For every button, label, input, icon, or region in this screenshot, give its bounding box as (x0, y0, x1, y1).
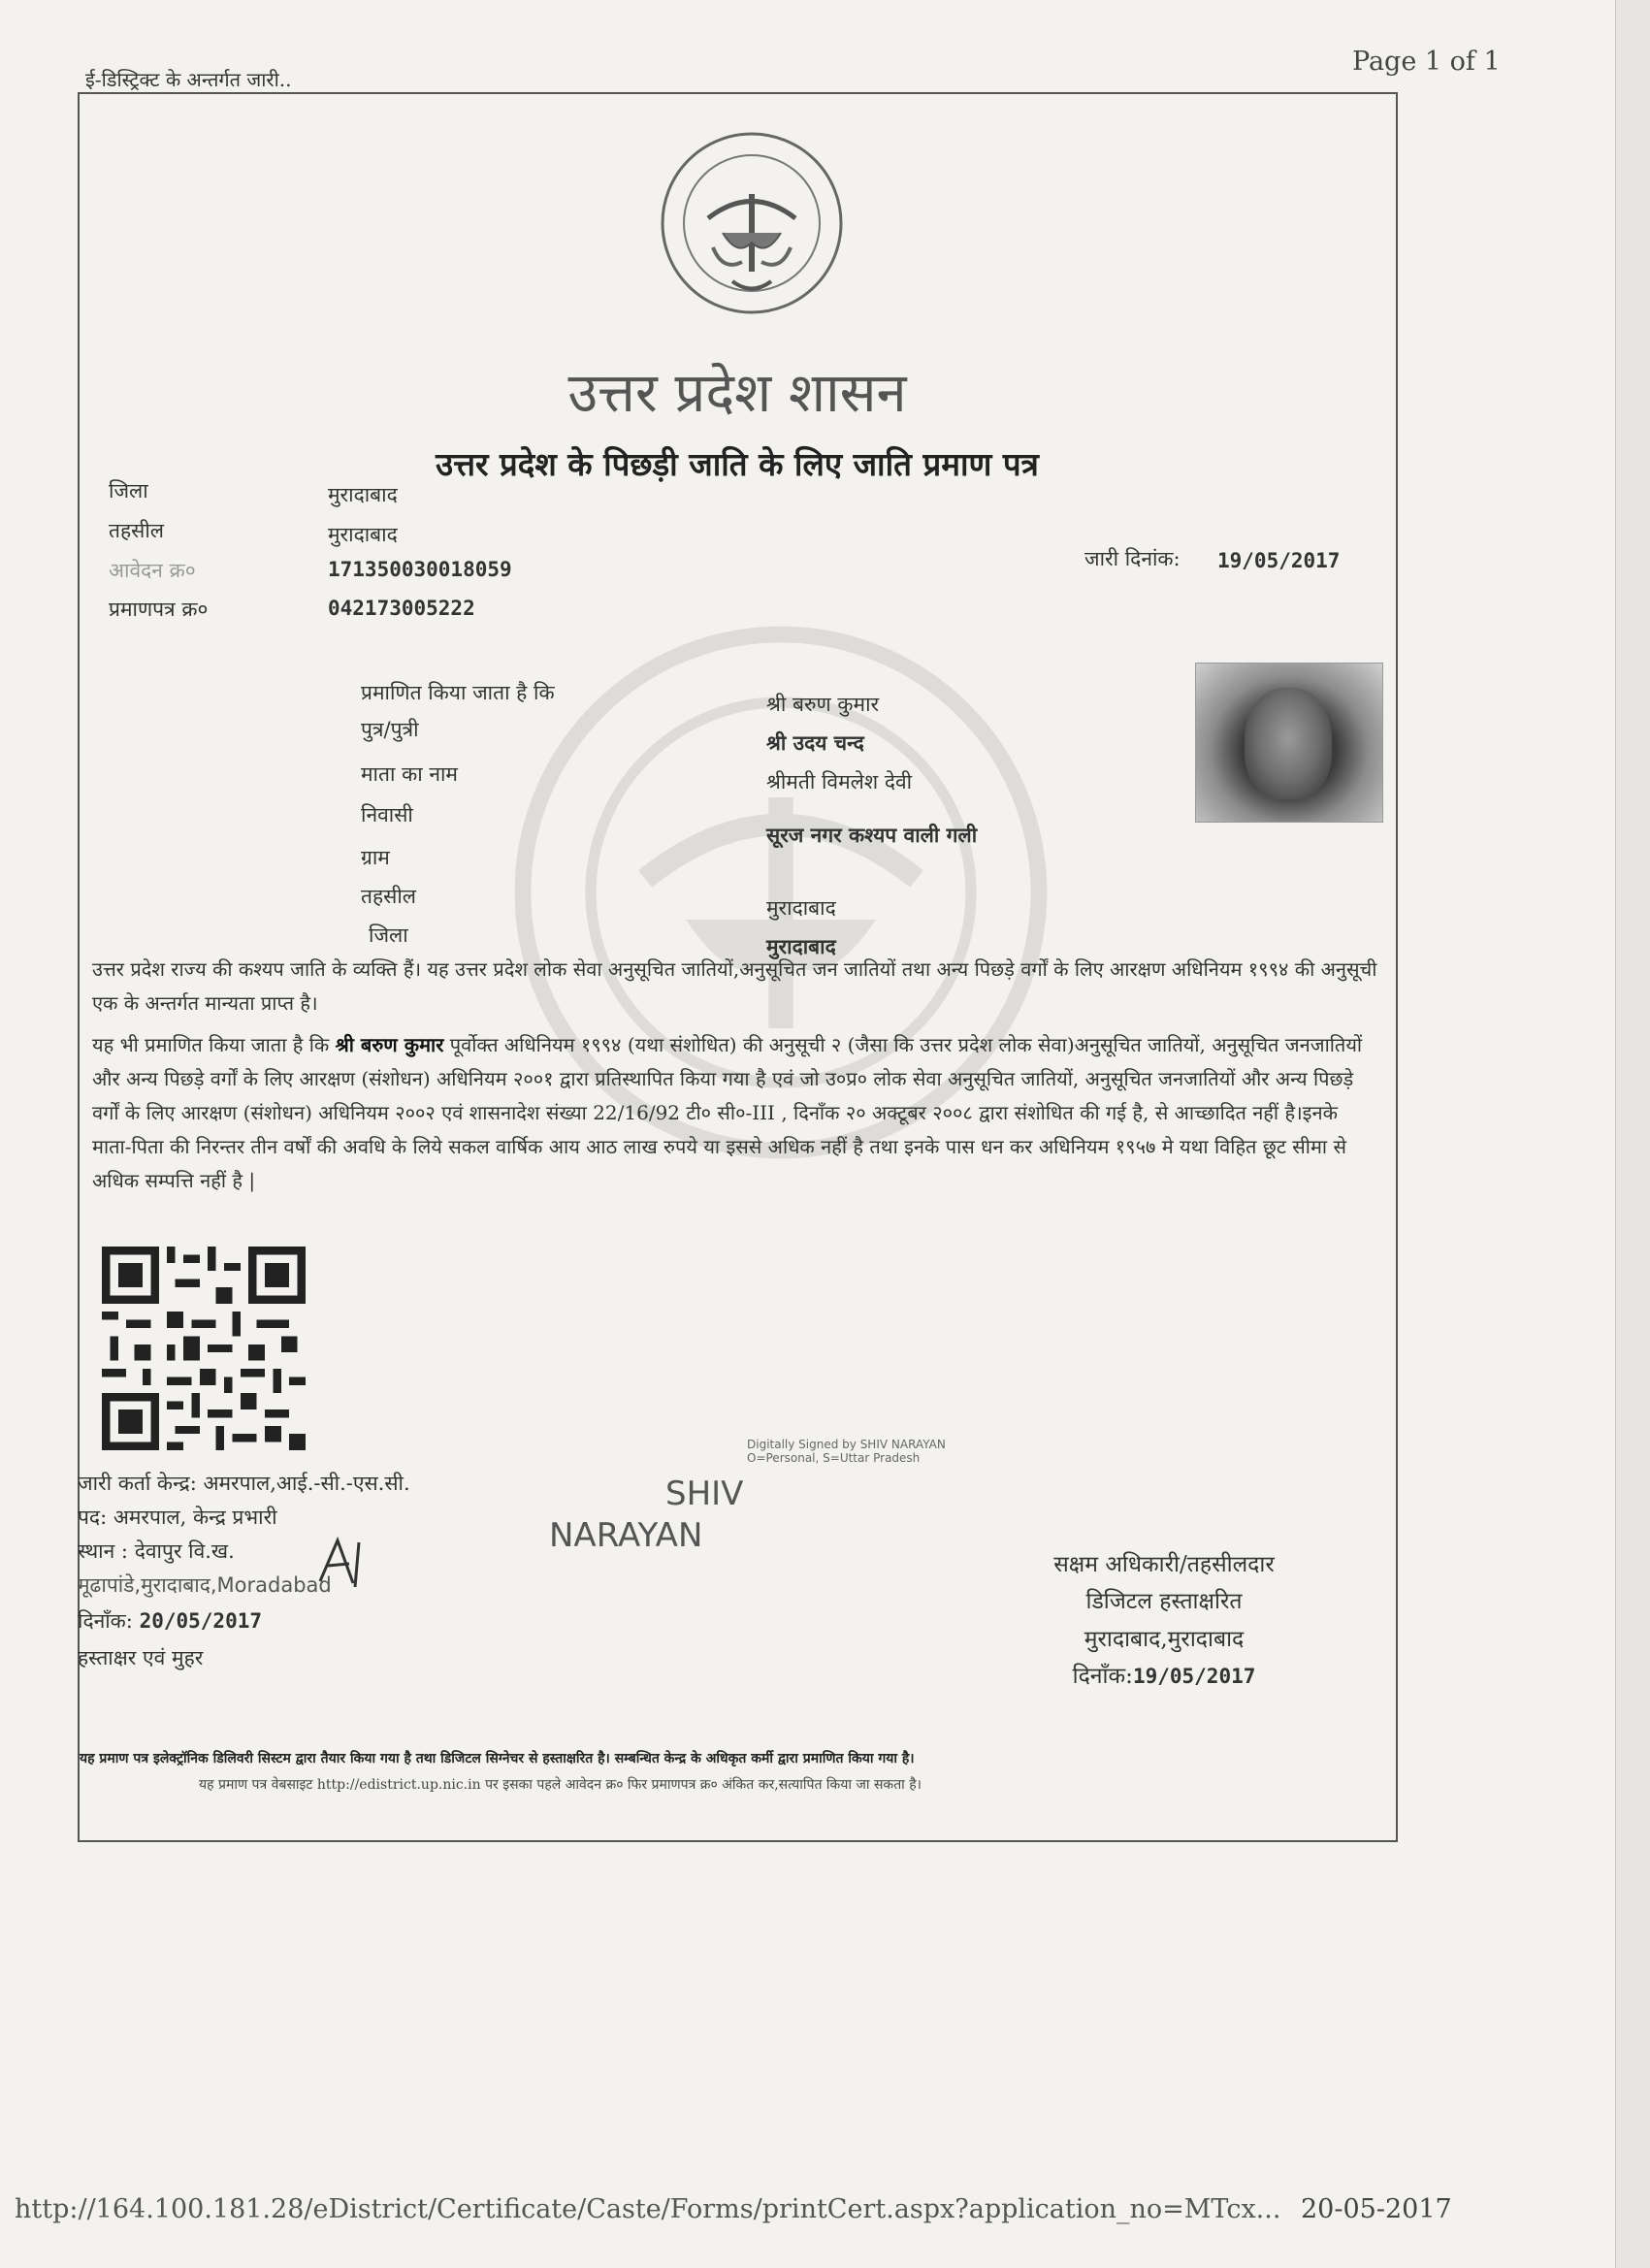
print-url: http://164.100.181.28/eDistrict/Certificate/Caste/Forms/printCert.aspx?application_no=MTcx... (15, 2194, 1281, 2224)
application-number-label: आवेदन क्र० (109, 559, 196, 582)
signature-name-1: SHIV (665, 1474, 744, 1513)
applicant-photo (1195, 663, 1383, 823)
issuer-place: स्थान : देवापुर वि.ख. (78, 1539, 235, 1563)
certificate-number-label: प्रमाणपत्र क्र० (109, 598, 209, 621)
officer-title: सक्षम अधिकारी/तहसीलदार (1053, 1552, 1275, 1577)
page-number: Page 1 of 1 (1352, 47, 1501, 77)
issuer-seal-text: हस्ताक्षर एवं मुहर (78, 1646, 204, 1669)
government-title: उत्तर प्रदेश शासन (567, 362, 907, 425)
resident-value: सूरज नगर कश्यप वाली गली (766, 823, 978, 847)
father-name-value: श्री उदय चन्द (766, 730, 864, 755)
details-tehsil-label: तहसील (361, 885, 416, 908)
officer-date-value: 19/05/2017 (1132, 1665, 1256, 1688)
body-paragraph-1: उत्तर प्रदेश राज्य की कश्यप जाति के व्यक्ति हैं। यह उत्तर प्रदेश लोक सेवा अनुसूचित जातियों,अनुसूचित जन जातियों तथा अन्य पिछड़े वर्गों के लिए आरक्षण अधिनियम १९९४ की अनुसूची एक के अन्तर्गत मान्यता प्राप्त है। (92, 957, 1377, 1015)
signature-details: Digitally Signed by SHIV NARAYAN O=Personal, S=Uttar Pradesh (747, 1438, 946, 1465)
signature-name-2: NARAYAN (549, 1516, 703, 1555)
details-district-label: जिला (369, 923, 408, 947)
meta-district-label: जिला (109, 479, 148, 502)
qr-code-icon (101, 1247, 307, 1450)
issuer-date-label: दिनाँक: (78, 1609, 133, 1633)
issuer-date (78, 1607, 262, 1635)
issuer-date-value: 20/05/2017 (139, 1609, 263, 1633)
state-emblem-icon (655, 126, 849, 320)
officer-digital-signed: डिजिटल हस्ताक्षरित (1085, 1589, 1243, 1614)
para2-name: श्री बरुण कुमार (335, 1033, 444, 1056)
meta-tehsil-value: मुरादाबाद (328, 523, 398, 546)
footer-note-2: यह प्रमाण पत्र वेबसाइट http://edistrict.up.nic.in पर इसका पहले आवेदन क्र० फिर प्रमाणपत्र क्र० अंकित कर,सत्यापित किया जा सकता है। (199, 1777, 922, 1793)
certified-label: प्रमाणित किया जाता है कि (361, 681, 555, 704)
officer-date (931, 1659, 1397, 1690)
details-district-value: मुरादाबाद (766, 934, 836, 958)
meta-district-value: मुरादाबाद (328, 483, 398, 506)
mother-label: माता का नाम (361, 762, 458, 786)
issuer-place-2: मूढापांडे,मुरादाबाद,Moradabad (78, 1573, 332, 1597)
officer-location: मुरादाबाद,मुरादाबाद (1084, 1627, 1245, 1652)
print-date: 20-05-2017 (1301, 2194, 1452, 2224)
meta-tehsil-label: तहसील (109, 519, 164, 542)
details-tehsil-value: मुरादाबाद (766, 896, 836, 920)
issuer-centre: जारी कर्ता केन्द्र: अमरपाल,आई.-सी.-एस.सी. (78, 1472, 410, 1495)
issue-date-value: 19/05/2017 (1217, 549, 1341, 572)
edistrict-note: ई-डिस्ट्रिक्ट के अन्तर्गत जारी.. (85, 68, 292, 91)
underlying-sheet-edge (1615, 0, 1650, 2268)
certified-name-value: श्री बरुण कुमार (766, 693, 880, 716)
para2-rest: पूर्वोक्त अधिनियम १९९४ (यथा संशोधित) की अनुसूची २ (जैसा कि उत्तर प्रदेश लोक सेवा)अनुसूचित जातियों, अनुसूचित जनजातियों और अन्य पिछड़े वर्गों के लिए आरक्षण (संशोधन) अधिनियम २००१ द्वारा प्रतिस्थापित किया गया है एवं जो उ०प्र० लोक सेवा अनुसूचित जातियों, अनुसूचित जनजातियों और अन्य पिछड़े वर्गों के लिए आरक्षण (संशोधन) अधिनियम २००२ एवं शासनादेश संख्या 22/16/92 टी० सी०-III , दिनाँक २० अक्टूबर २००८ द्वारा संशोधित की गई है, से आच्छादित नहीं है।इनके माता-पिता की निरन्तर तीन वर्षों की अवधि के लिये सकल वार्षिक आय आठ लाख रुपये या इससे अधिक नहीं है तथा इनके पास धन कर अधिनियम १९५७ मे यथा विहित छूट सीमा से अधिक सम्पत्ति नहीं है | (92, 1033, 1363, 1192)
application-number-value: 171350030018059 (328, 558, 512, 581)
issue-date-label: जारी दिनांक: (1084, 547, 1181, 570)
para2-prefix: यह भी प्रमाणित किया जाता है कि (92, 1033, 330, 1056)
handwritten-initials-icon (310, 1533, 378, 1591)
resident-label: निवासी (361, 803, 413, 826)
applicant-photo-face (1245, 688, 1332, 799)
body-paragraph-2 (92, 1028, 1382, 1198)
issuer-post: पद: अमरपाल, केन्द्र प्रभारी (78, 1506, 277, 1529)
son-label: पुत्र/पुत्री (361, 718, 419, 741)
mother-name-value: श्रीमती विमलेश देवी (766, 770, 913, 794)
officer-date-label: दिनाँक: (1072, 1664, 1133, 1689)
village-label: ग्राम (361, 846, 390, 869)
certificate-number-value: 042173005222 (328, 597, 475, 620)
certificate-title: उत्तर प्रदेश के पिछड़ी जाति के लिए जाति प्रमाण पत्र (436, 445, 1039, 483)
footer-note-1: यह प्रमाण पत्र इलेक्ट्रॉनिक डिलिवरी सिस्टम द्वारा तैयार किया गया है तथा डिजिटल सिग्नेचर से हस्ताक्षरित है। सम्बन्धित केन्द्र के अधिकृत कर्मी द्वारा प्रमाणित किया गया है। (80, 1751, 915, 1766)
